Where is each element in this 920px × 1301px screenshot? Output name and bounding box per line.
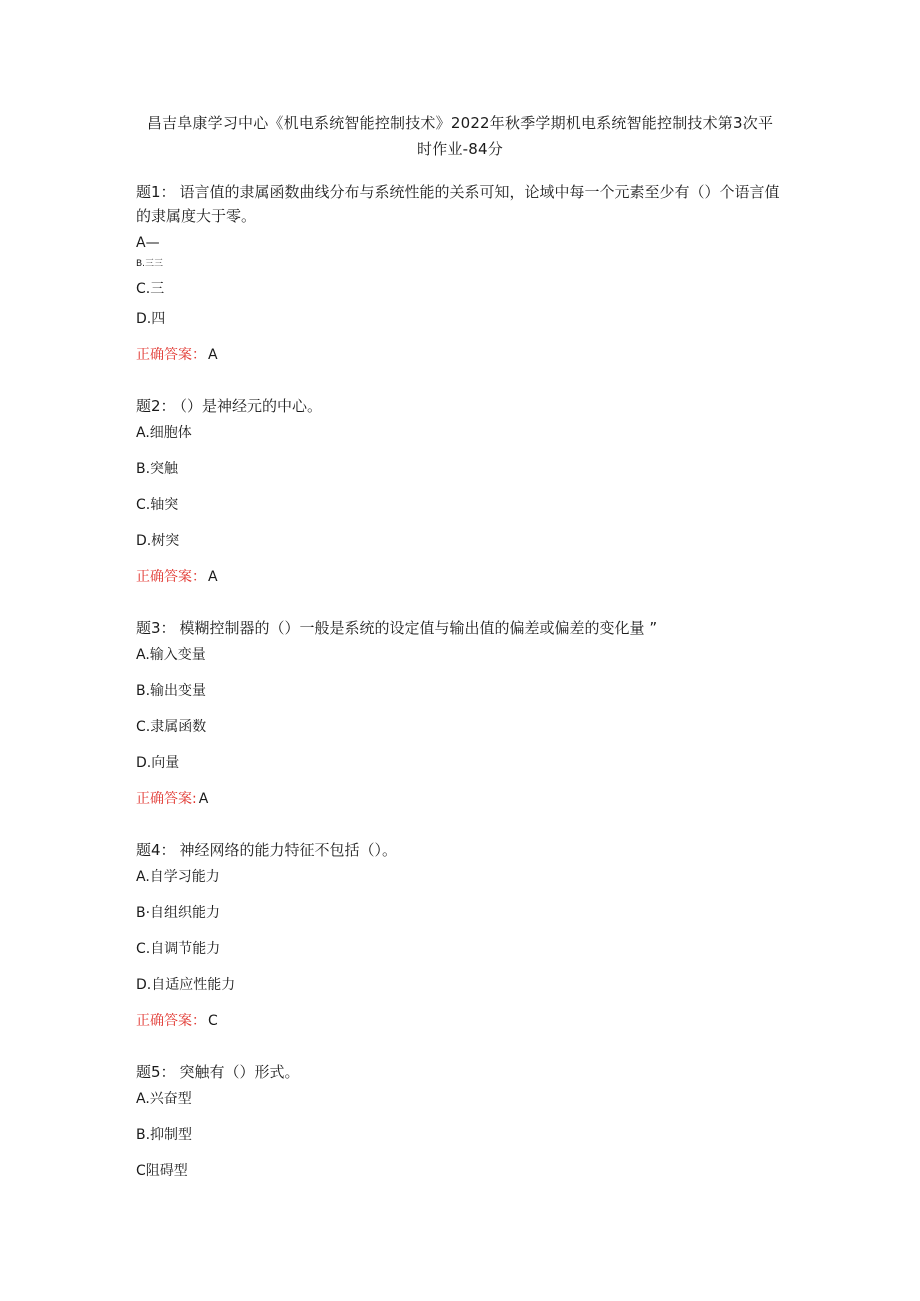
answer-value: C xyxy=(208,1013,218,1029)
question-3 xyxy=(136,616,786,808)
question-number: 题2： xyxy=(136,397,176,415)
question-4 xyxy=(136,838,786,1030)
question-list xyxy=(136,180,786,1198)
option-c: C.隶属函数 xyxy=(136,719,207,735)
title-line-1: 昌吉阜康学习中心《机电系统智能控制技术》2022年秋季学期机电系统智能控制技术第3次平 xyxy=(146,114,774,132)
question-stem xyxy=(136,394,786,418)
correct-answer xyxy=(136,790,786,808)
correct-answer xyxy=(136,568,786,586)
question-number: 题5： xyxy=(136,1063,176,1081)
option-b: B·自组织能力 xyxy=(136,905,221,921)
title-line-2: 时作业-84分 xyxy=(417,140,503,158)
answer-label: 正确答案： xyxy=(136,1013,206,1029)
option-a: A.兴奋型 xyxy=(136,1091,192,1107)
answer-label: 正确答案： xyxy=(136,347,206,363)
option-d: D.树突 xyxy=(136,533,180,549)
question-stem xyxy=(136,180,786,228)
answer-label: 正确答案: xyxy=(136,791,197,807)
question-stem xyxy=(136,1060,786,1084)
option-c: C.自调节能力 xyxy=(136,941,221,957)
option-a: A.细胞体 xyxy=(136,425,192,441)
answer-value: A xyxy=(208,347,218,363)
question-stem xyxy=(136,616,786,640)
question-number: 题3： xyxy=(136,619,176,637)
option-a: A— xyxy=(136,235,160,251)
option-c: C.轴突 xyxy=(136,497,179,513)
option-d: D.四 xyxy=(136,311,166,327)
correct-answer xyxy=(136,346,786,364)
question-text: （）是神经元的中心。 xyxy=(179,397,323,415)
question-number: 题4： xyxy=(136,841,176,859)
option-c: C.三 xyxy=(136,281,165,297)
question-text: 神经网络的能力特征不包括（）。 xyxy=(179,841,398,859)
correct-answer xyxy=(136,1012,786,1030)
question-number: 题1： xyxy=(136,183,176,201)
question-text: 突触有（）形式。 xyxy=(179,1063,300,1081)
answer-label: 正确答案： xyxy=(136,569,206,585)
question-5 xyxy=(136,1060,786,1180)
question-2 xyxy=(136,394,786,586)
option-b: B.输出变量 xyxy=(136,683,207,699)
option-d: D.自适应性能力 xyxy=(136,977,236,993)
question-text: 模糊控制器的（）一般是系统的设定值与输出值的偏差或偏差的变化量 ” xyxy=(179,619,658,637)
answer-value: A xyxy=(208,569,218,585)
option-b: B.突触 xyxy=(136,461,179,477)
option-a: A.自学习能力 xyxy=(136,869,220,885)
question-text: 语言值的隶属函数曲线分布与系统性能的关系可知，论域中每一个元素至少有（）个语言值的隶属度大于零。 xyxy=(136,183,780,225)
option-c: C阻碍型 xyxy=(136,1163,188,1179)
option-b: B.抑制型 xyxy=(136,1127,193,1143)
option-d: D.向量 xyxy=(136,755,180,771)
question-1 xyxy=(136,180,786,364)
document-title xyxy=(130,110,790,162)
question-stem xyxy=(136,838,786,862)
option-a: A.输入变量 xyxy=(136,647,206,663)
option-b: B.三三 xyxy=(136,259,164,269)
answer-value: A xyxy=(198,791,209,807)
